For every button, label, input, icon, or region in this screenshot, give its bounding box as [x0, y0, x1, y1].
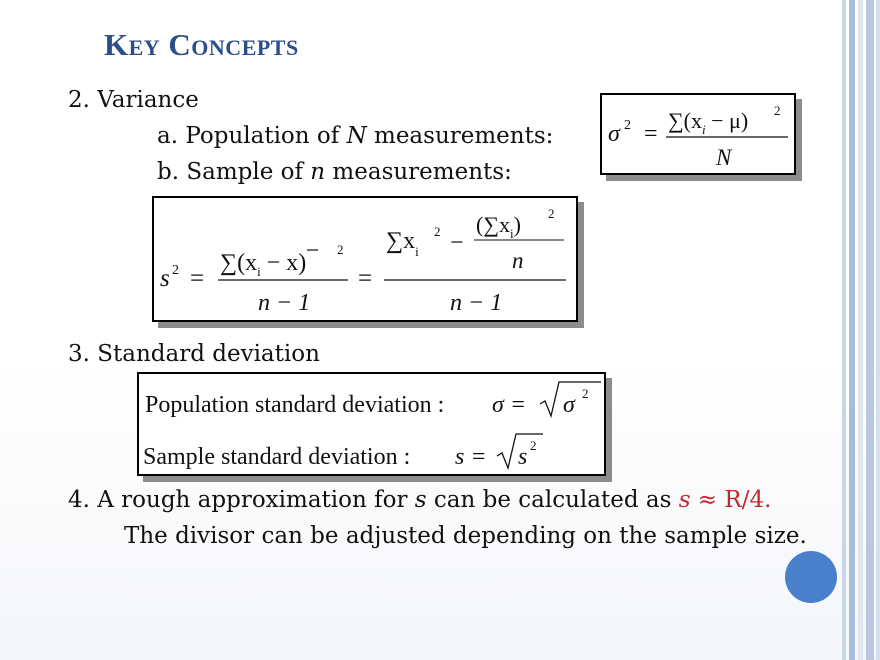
population-line [157, 125, 553, 148]
pop-var-num-exp: 2 [774, 103, 781, 118]
samp-var-frac2-minus: − [450, 230, 464, 256]
samp-var-lhs: s [160, 265, 170, 292]
sample-line [157, 161, 512, 184]
sample-std-radicand: s [518, 444, 528, 470]
sample-prefix: b. Sample of [157, 159, 311, 185]
variance-heading: 2. Variance [68, 87, 199, 113]
approx-line [68, 489, 771, 512]
sample-std-lhs: s = [455, 444, 487, 470]
sample-variance-svg [154, 198, 576, 320]
samp-var-frac1-den: n − 1 [258, 290, 311, 316]
sample-var: n [310, 159, 326, 185]
pop-var-lhs-exp: 2 [624, 118, 631, 133]
population-variance-formula [600, 93, 796, 175]
sample-std-label: Sample standard deviation : [143, 444, 411, 470]
approx-var: s [414, 487, 427, 513]
approx-formula-rest: ≈ R/4. [690, 487, 772, 513]
approx-prefix: 4. A rough approximation for [68, 487, 415, 513]
pop-var-equals: = [644, 121, 658, 147]
sample-suffix: measurements: [325, 159, 512, 185]
pop-std-radicand: σ [563, 392, 575, 418]
pop-std-exp: 2 [582, 386, 589, 401]
slide-title: Key Concepts [104, 27, 299, 62]
samp-var-frac2-den: n − 1 [450, 290, 503, 316]
samp-var-inner-den: n [512, 248, 524, 273]
decorative-circle [785, 551, 837, 603]
samp-var-frac2-exp: 2 [434, 224, 441, 239]
std-deviation-svg [139, 374, 604, 474]
samp-var-inner-exp: 2 [548, 206, 555, 221]
pop-var-lhs: σ [608, 121, 620, 147]
std-deviation-formula [137, 372, 606, 476]
samp-var-frac2-sum: $\sum x_i$ [386, 228, 419, 259]
approx-note: The divisor can be adjusted depending on the sample size. [124, 523, 807, 549]
samp-var-frac1-num: $\sum(x_i - x)$ [220, 250, 307, 279]
approx-middle: can be calculated as [426, 487, 679, 513]
pop-var-den: N [716, 145, 732, 170]
pop-var-num: $\sum(x_i - \mu)$ [668, 108, 749, 137]
pop-std-lhs: σ = [492, 392, 527, 418]
approx-formula-s: s [678, 487, 691, 513]
samp-var-eq1: = [190, 265, 205, 292]
sample-std-exp: 2 [530, 438, 537, 453]
population-suffix: measurements: [366, 123, 554, 149]
samp-var-lhs-exp: 2 [172, 263, 179, 278]
population-variance-svg [602, 95, 794, 173]
population-var: N [346, 123, 367, 149]
samp-var-frac1-exp: 2 [337, 242, 344, 257]
std-heading: 3. Standard deviation [68, 341, 320, 367]
samp-var-inner-num: $(\sum x_i)$ [476, 212, 521, 241]
decorative-stripes [842, 0, 880, 660]
sample-variance-formula [152, 196, 578, 322]
samp-var-eq2: = [358, 265, 373, 292]
pop-std-label: Population standard deviation : [145, 392, 445, 418]
population-prefix: a. Population of [157, 123, 347, 149]
